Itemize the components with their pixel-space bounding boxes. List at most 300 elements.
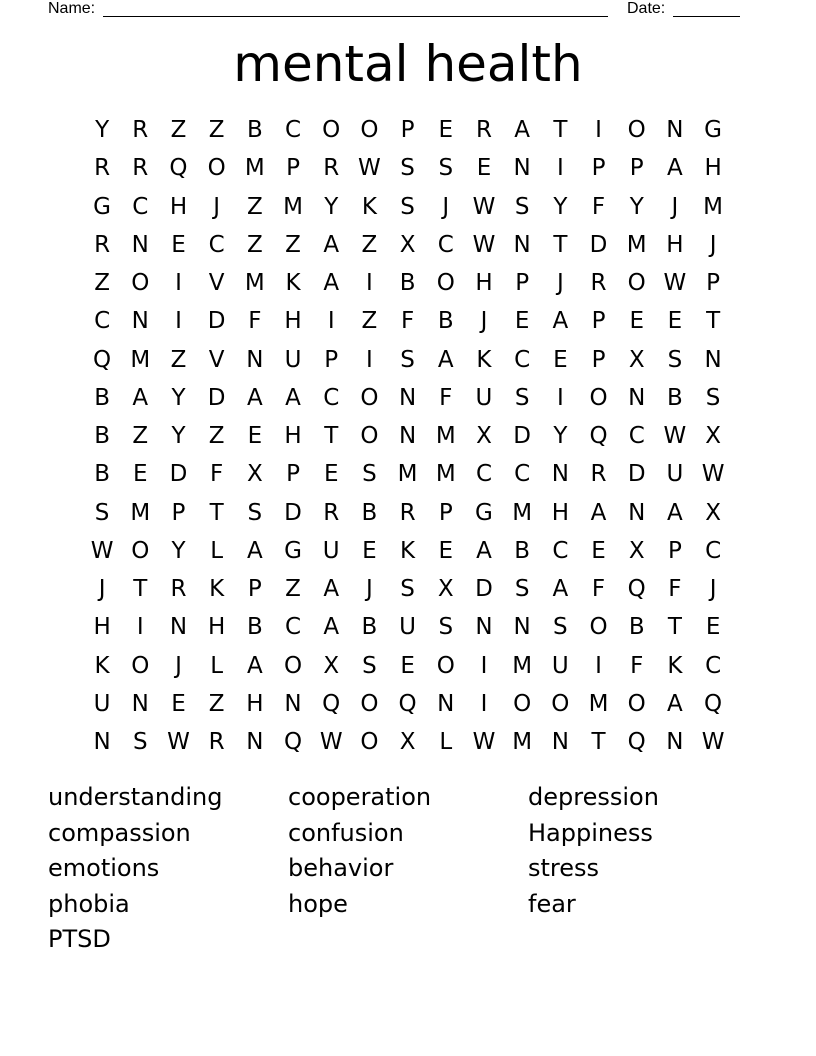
grid-letter: R — [323, 155, 340, 182]
grid-letter: J — [98, 576, 106, 602]
grid-letter: P — [667, 537, 682, 564]
grid-letter: F — [668, 576, 682, 602]
grid-letter: N — [246, 729, 264, 755]
grid-letter: O — [589, 614, 608, 641]
date-line — [673, 16, 740, 17]
grid-letter: R — [94, 231, 111, 258]
grid-letter: U — [284, 346, 302, 373]
grid-letter: S — [400, 155, 415, 182]
grid-letter: M — [512, 499, 533, 526]
grid-letter: M — [244, 155, 265, 182]
grid-letter: D — [475, 576, 493, 602]
grid-letter: N — [284, 690, 302, 717]
grid-letter: H — [704, 155, 722, 182]
grid-letter: O — [436, 652, 455, 679]
grid-letter: O — [551, 690, 570, 717]
grid-letter: K — [361, 193, 377, 220]
grid-row — [83, 608, 732, 646]
grid-letter: O — [283, 652, 303, 679]
grid-letter: C — [285, 614, 302, 641]
grid-letter: I — [480, 652, 488, 679]
grid-letter: A — [323, 576, 340, 602]
grid-letter: S — [94, 499, 110, 526]
grid-letter: N — [246, 346, 264, 373]
grid-letter: P — [438, 499, 453, 526]
grid-letter: T — [553, 117, 568, 143]
grid-letter: H — [284, 308, 302, 335]
grid-letter: P — [286, 155, 300, 182]
grid-letter: I — [327, 308, 335, 335]
grid-letter: X — [399, 729, 416, 755]
grid-letter: E — [247, 423, 263, 449]
grid-letter: C — [705, 537, 722, 564]
grid-letter: N — [398, 423, 417, 449]
grid-letter: A — [437, 346, 454, 373]
grid-letter: M — [435, 461, 456, 488]
grid-letter: J — [556, 270, 564, 296]
grid-letter: P — [591, 155, 606, 182]
grid-letter: R — [132, 117, 149, 143]
grid-letter: M — [283, 193, 303, 220]
grid-letter: J — [709, 576, 717, 602]
grid-letter: N — [131, 231, 149, 258]
grid-letter: Y — [629, 193, 644, 220]
grid-letter: K — [209, 576, 225, 602]
grid-letter: T — [706, 308, 721, 335]
grid-letter: X — [323, 652, 340, 679]
name-label: Name: — [48, 0, 96, 17]
grid-letter: C — [552, 537, 569, 564]
grid-letter: M — [397, 461, 418, 488]
grid-letter: I — [366, 270, 373, 296]
grid-letter: Y — [553, 423, 568, 449]
grid-letter: X — [476, 423, 492, 449]
grid-letter: R — [475, 117, 492, 143]
word-list-item: compassion — [48, 818, 191, 847]
grid-letter: W — [663, 423, 687, 449]
grid-letter: O — [322, 117, 341, 143]
grid-letter: M — [626, 231, 647, 258]
grid-letter: A — [552, 576, 569, 602]
grid-letter: A — [667, 155, 683, 182]
grid-letter: P — [591, 346, 606, 373]
grid-letter: T — [209, 499, 224, 526]
grid-letter: O — [589, 384, 608, 411]
word-list-item: depression — [528, 783, 659, 811]
grid-letter: M — [244, 270, 265, 296]
grid-letter: B — [94, 384, 110, 411]
grid-letter: A — [246, 384, 263, 411]
grid-row — [83, 188, 732, 226]
grid-row — [83, 494, 732, 532]
grid-letter: Z — [246, 193, 263, 220]
grid-letter: O — [360, 690, 379, 717]
grid-letter: Z — [208, 117, 225, 143]
grid-letter: C — [94, 308, 111, 335]
grid-letter: D — [627, 461, 646, 488]
grid-row — [83, 302, 732, 340]
grid-letter: J — [213, 193, 221, 220]
grid-letter: D — [513, 423, 532, 449]
grid-letter: T — [591, 729, 606, 755]
grid-letter: I — [136, 614, 144, 641]
grid-letter: I — [595, 117, 602, 143]
grid-letter: L — [439, 729, 453, 755]
grid-letter: K — [400, 537, 416, 564]
grid-letter: K — [667, 652, 683, 679]
grid-letter: V — [208, 270, 225, 296]
grid-letter: E — [514, 308, 530, 335]
word-list-item: hope — [288, 889, 348, 918]
grid-letter: U — [93, 690, 111, 717]
grid-letter: G — [93, 193, 111, 220]
grid-letter: A — [514, 117, 531, 143]
grid-letter: Z — [361, 308, 378, 335]
grid-letter: H — [169, 193, 188, 220]
grid-letter: S — [400, 576, 415, 602]
grid-letter: S — [514, 193, 530, 220]
grid-letter: P — [515, 270, 530, 296]
grid-letter: S — [438, 155, 454, 182]
grid-letter: B — [399, 270, 416, 296]
grid-letter: A — [246, 652, 263, 679]
grid-letter: O — [360, 423, 379, 449]
grid-letter: S — [705, 384, 721, 411]
grid-letter: Q — [169, 155, 188, 182]
grid-row — [83, 723, 732, 761]
grid-letter: N — [398, 384, 417, 411]
grid-letter: D — [207, 384, 226, 411]
grid-letter: Z — [246, 231, 263, 258]
grid-letter: B — [246, 614, 263, 641]
grid-letter: N — [437, 690, 455, 717]
grid-letter: W — [167, 729, 190, 755]
grid-letter: N — [513, 231, 531, 258]
grid-letter: X — [628, 346, 645, 373]
grid-letter: N — [131, 690, 149, 717]
grid-letter: I — [480, 690, 488, 717]
grid-letter: E — [133, 461, 148, 488]
grid-letter: O — [627, 270, 646, 296]
grid-letter: E — [438, 117, 454, 143]
grid-letter: R — [208, 729, 225, 755]
grid-letter: H — [208, 614, 226, 641]
grid-letter: Q — [322, 690, 341, 717]
grid-letter: A — [667, 499, 683, 526]
word-list-item: confusion — [288, 818, 404, 847]
grid-letter: U — [322, 537, 340, 564]
grid-letter: N — [169, 614, 188, 641]
grid-letter: J — [366, 576, 373, 602]
grid-letter: B — [667, 384, 683, 411]
grid-letter: P — [171, 499, 186, 526]
grid-letter: Z — [361, 231, 378, 258]
grid-letter: C — [705, 652, 722, 679]
grid-letter: C — [285, 117, 302, 143]
grid-letter: S — [132, 729, 148, 755]
grid-letter: B — [628, 614, 645, 641]
grid-letter: F — [591, 576, 606, 602]
grid-letter: L — [210, 537, 224, 564]
grid-letter: E — [591, 537, 606, 564]
grid-letter: G — [475, 499, 493, 526]
grid-letter: R — [132, 155, 149, 182]
grid-letter: S — [362, 652, 377, 679]
grid-letter: E — [438, 537, 454, 564]
grid-letter: O — [360, 384, 379, 411]
grid-letter: I — [175, 308, 182, 335]
grid-letter: F — [630, 652, 644, 679]
grid-letter: O — [131, 652, 150, 679]
grid-letter: W — [358, 155, 381, 182]
grid-row — [83, 341, 732, 379]
grid-letter: M — [703, 193, 724, 220]
grid-letter: N — [704, 346, 722, 373]
grid-letter: Q — [704, 690, 723, 717]
grid-letter: I — [595, 652, 602, 679]
grid-row — [83, 264, 732, 302]
word-list-item: behavior — [288, 854, 394, 883]
grid-letter: H — [666, 231, 684, 258]
grid-letter: R — [94, 155, 111, 182]
grid-letter: K — [285, 270, 301, 296]
grid-letter: F — [591, 193, 606, 220]
grid-letter: T — [133, 576, 148, 602]
grid-letter: J — [671, 193, 679, 220]
word-list-item: understanding — [48, 783, 223, 811]
grid-letter: S — [400, 193, 415, 220]
grid-letter: C — [514, 346, 531, 373]
grid-letter: O — [360, 117, 379, 143]
grid-row — [83, 532, 732, 570]
grid-letter: U — [666, 461, 684, 488]
grid-row — [83, 570, 732, 608]
grid-letter: Q — [627, 576, 646, 602]
grid-letter: N — [666, 117, 684, 143]
grid-letter: Y — [171, 537, 186, 564]
grid-letter: X — [437, 576, 454, 602]
grid-letter: Y — [553, 193, 568, 220]
grid-letter: Q — [283, 729, 303, 755]
grid-letter: F — [439, 384, 453, 411]
grid-letter: J — [175, 652, 182, 679]
grid-letter: C — [208, 231, 225, 258]
grid-row — [83, 149, 732, 187]
grid-letter: A — [132, 384, 149, 411]
grid-letter: R — [170, 576, 187, 602]
grid-letter: E — [705, 614, 721, 641]
grid-letter: K — [94, 652, 110, 679]
grid-row — [83, 455, 732, 493]
grid-letter: N — [475, 614, 493, 641]
grid-letter: Q — [398, 690, 417, 717]
grid-letter: E — [323, 461, 339, 488]
grid-letter: I — [366, 346, 373, 373]
grid-letter: I — [556, 384, 564, 411]
grid-letter: B — [246, 117, 263, 143]
grid-letter: A — [552, 308, 569, 335]
grid-letter: A — [323, 614, 340, 641]
grid-letter: E — [629, 308, 644, 335]
grid-letter: S — [362, 461, 377, 488]
grid-letter: N — [551, 461, 569, 488]
grid-letter: O — [436, 270, 455, 296]
grid-letter: B — [514, 537, 531, 564]
grid-letter: R — [590, 461, 607, 488]
grid-letter: S — [514, 576, 530, 602]
grid-letter: Z — [170, 346, 187, 373]
grid-letter: S — [438, 614, 454, 641]
grid-letter: X — [399, 231, 416, 258]
grid-letter: X — [628, 537, 645, 564]
grid-letter: E — [476, 155, 492, 182]
grid-row — [83, 379, 732, 417]
letter-grid — [83, 111, 732, 761]
grid-letter: A — [476, 537, 492, 564]
word-list-item: fear — [528, 889, 576, 918]
word-list-item: Happiness — [528, 818, 653, 847]
grid-row — [83, 226, 732, 264]
grid-letter: P — [629, 155, 644, 182]
grid-letter: I — [175, 270, 182, 296]
grid-letter: C — [628, 423, 645, 449]
grid-letter: C — [437, 231, 454, 258]
grid-letter: W — [663, 270, 687, 296]
grid-letter: Q — [93, 346, 112, 373]
name-line — [103, 16, 608, 17]
grid-letter: Z — [132, 423, 149, 449]
grid-letter: U — [551, 652, 569, 679]
grid-row — [83, 685, 732, 723]
grid-letter: Y — [95, 117, 110, 143]
grid-letter: N — [513, 155, 531, 182]
grid-letter: T — [667, 614, 682, 641]
grid-letter: J — [480, 308, 488, 335]
grid-letter: C — [323, 384, 340, 411]
grid-letter: R — [323, 499, 340, 526]
grid-letter: W — [90, 537, 114, 564]
grid-letter: O — [207, 155, 226, 182]
grid-letter: S — [514, 384, 530, 411]
grid-letter: A — [246, 537, 263, 564]
grid-letter: Z — [285, 576, 301, 602]
grid-letter: B — [361, 499, 378, 526]
grid-letter: B — [437, 308, 454, 335]
grid-letter: A — [667, 690, 683, 717]
grid-letter: P — [286, 461, 300, 488]
grid-letter: D — [169, 461, 188, 488]
grid-letter: T — [553, 231, 568, 258]
grid-letter: S — [247, 499, 263, 526]
grid-letter: Z — [170, 117, 187, 143]
grid-letter: E — [362, 537, 377, 564]
grid-letter: W — [472, 193, 496, 220]
grid-letter: P — [400, 117, 415, 143]
grid-letter: E — [553, 346, 568, 373]
grid-letter: X — [705, 423, 721, 449]
grid-letter: O — [131, 270, 150, 296]
grid-letter: K — [476, 346, 492, 373]
grid-letter: N — [513, 614, 531, 641]
grid-letter: N — [628, 499, 646, 526]
grid-letter: O — [627, 117, 646, 143]
grid-letter: M — [130, 346, 151, 373]
grid-letter: X — [246, 461, 263, 488]
grid-letter: H — [475, 270, 493, 296]
grid-letter: U — [399, 614, 417, 641]
grid-letter: P — [247, 576, 262, 602]
grid-letter: W — [319, 729, 343, 755]
grid-letter: W — [472, 729, 496, 755]
grid-letter: N — [131, 308, 149, 335]
grid-letter: S — [667, 346, 683, 373]
page-title: mental health — [233, 35, 583, 93]
grid-letter: H — [93, 614, 111, 641]
grid-letter: Q — [627, 729, 646, 755]
grid-letter: A — [323, 231, 340, 258]
grid-letter: B — [94, 423, 110, 449]
grid-letter: J — [442, 193, 450, 220]
grid-letter: M — [512, 729, 533, 755]
grid-letter: B — [94, 461, 110, 488]
grid-letter: N — [666, 729, 684, 755]
word-list-item: PTSD — [48, 925, 111, 954]
grid-letter: O — [627, 690, 646, 717]
grid-letter: E — [171, 231, 186, 258]
grid-letter: Y — [171, 423, 186, 449]
grid-letter: X — [705, 499, 721, 526]
grid-letter: Q — [589, 423, 608, 449]
grid-letter: I — [556, 155, 564, 182]
grid-letter: R — [590, 270, 607, 296]
grid-letter: M — [130, 499, 151, 526]
grid-letter: W — [701, 461, 725, 488]
grid-letter: W — [701, 729, 725, 755]
grid-row — [83, 111, 732, 149]
grid-letter: T — [324, 423, 339, 449]
grid-letter: Z — [208, 423, 225, 449]
word-list-item: phobia — [48, 889, 130, 918]
grid-letter: M — [588, 690, 609, 717]
grid-letter: F — [400, 308, 415, 335]
grid-letter: Y — [171, 384, 186, 411]
grid-letter: O — [513, 690, 532, 717]
grid-letter: E — [667, 308, 683, 335]
grid-row — [83, 647, 732, 685]
grid-letter: J — [709, 231, 717, 258]
grid-letter: C — [132, 193, 149, 220]
grid-letter: W — [472, 231, 496, 258]
grid-letter: C — [514, 461, 531, 488]
word-list — [48, 780, 768, 958]
grid-letter: S — [400, 346, 415, 373]
grid-letter: Z — [94, 270, 110, 296]
grid-letter: M — [435, 423, 456, 449]
grid-letter: O — [131, 537, 150, 564]
grid-letter: F — [248, 308, 262, 335]
grid-letter: P — [324, 346, 339, 373]
grid-letter: H — [246, 690, 264, 717]
word-list-item: stress — [528, 854, 600, 883]
grid-letter: Y — [324, 193, 339, 220]
grid-letter: B — [361, 614, 378, 641]
grid-letter: E — [400, 652, 415, 679]
grid-letter: N — [551, 729, 569, 755]
word-list-item: cooperation — [288, 783, 432, 811]
grid-letter: M — [512, 652, 533, 679]
date-label: Date: — [627, 0, 666, 17]
grid-letter: P — [706, 270, 721, 296]
